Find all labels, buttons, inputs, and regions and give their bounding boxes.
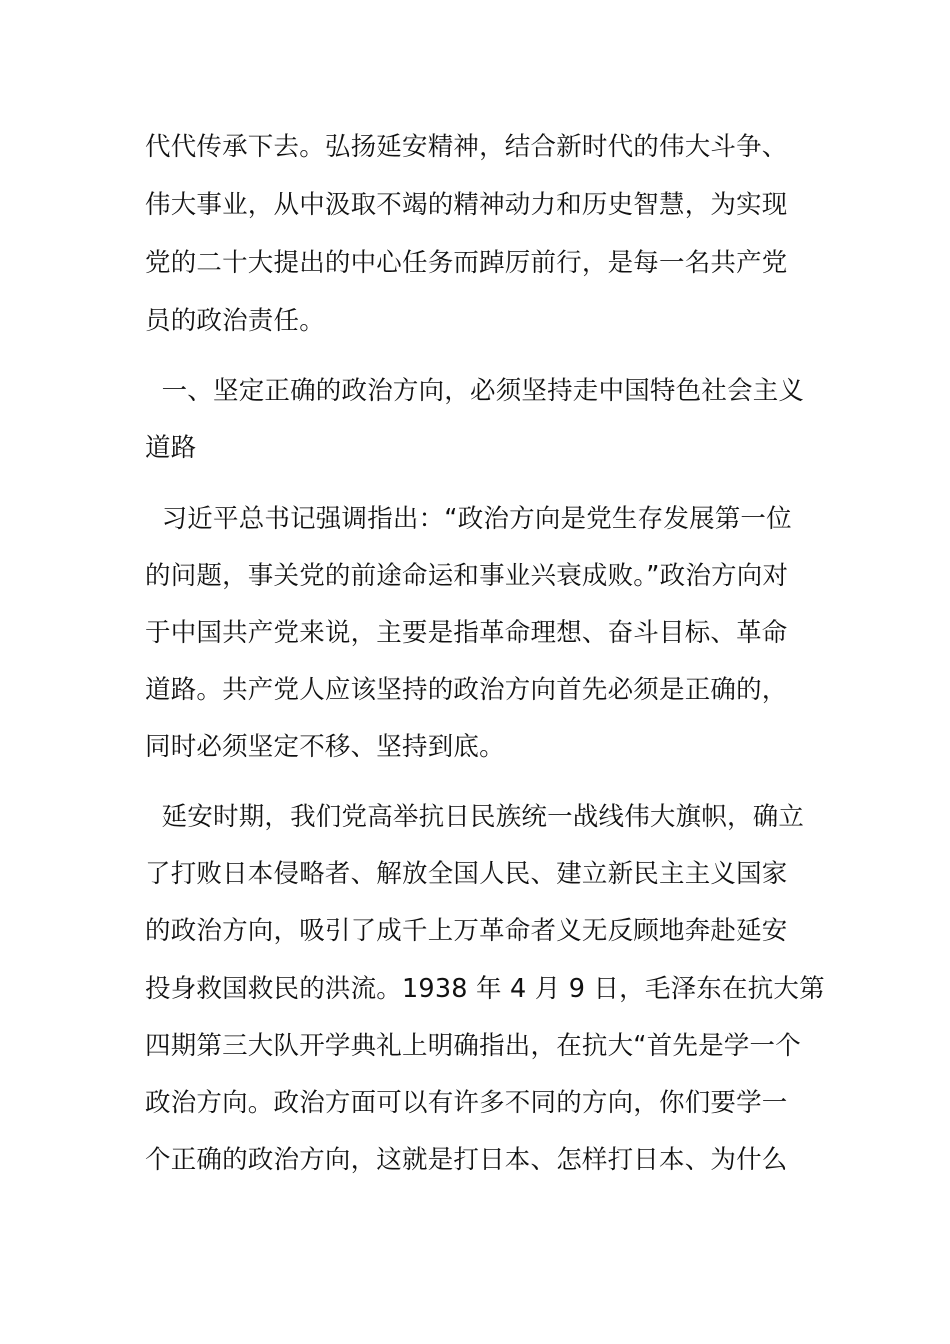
section-heading-line: 道路 (145, 433, 197, 463)
text-line: 四期第三大队开学典礼上明确指出，在抗大“首先是学一个 (145, 1031, 801, 1061)
text-line: 员的政治责任。 (145, 306, 325, 336)
text-line: 的问题，事关党的前途命运和事业兴衰成败。”政治方向对 (145, 561, 789, 591)
text-line: 道路。共产党人应该坚持的政治方向首先必须是正确的， (145, 675, 788, 705)
text-line: 伟大事业，从中汲取不竭的精神动力和历史智慧，为实现 (145, 190, 788, 220)
text-line: 投身救国救民的洪流。1938 年 4 月 9 日，毛泽东在抗大第 (145, 974, 825, 1004)
text-line: 同时必须坚定不移、坚持到底。 (145, 732, 505, 762)
text-line: 个正确的政治方向，这就是打日本、怎样打日本、为什么 (145, 1145, 788, 1175)
section-heading-line: 一、坚定正确的政治方向，必须坚持走中国特色社会主义 (145, 376, 805, 406)
text-line: 代代传承下去。弘扬延安精神，结合新时代的伟大斗争、 (145, 132, 788, 162)
text-line: 党的二十大提出的中心任务而踔厉前行，是每一名共产党 (145, 248, 788, 278)
text-line: 了打败日本侵略者、解放全国人民、建立新民主主义国家 (145, 859, 788, 889)
text-line: 于中国共产党来说，主要是指革命理想、奋斗目标、革命 (145, 618, 788, 648)
text-line: 习近平总书记强调指出：“政治方向是党生存发展第一位 (145, 504, 792, 534)
text-line: 延安时期，我们党高举抗日民族统一战线伟大旗帜，确立 (145, 802, 805, 832)
text-line: 政治方向。政治方面可以有许多不同的方向，你们要学一 (145, 1088, 788, 1118)
text-line: 的政治方向，吸引了成千上万革命者义无反顾地奔赴延安 (145, 916, 788, 946)
